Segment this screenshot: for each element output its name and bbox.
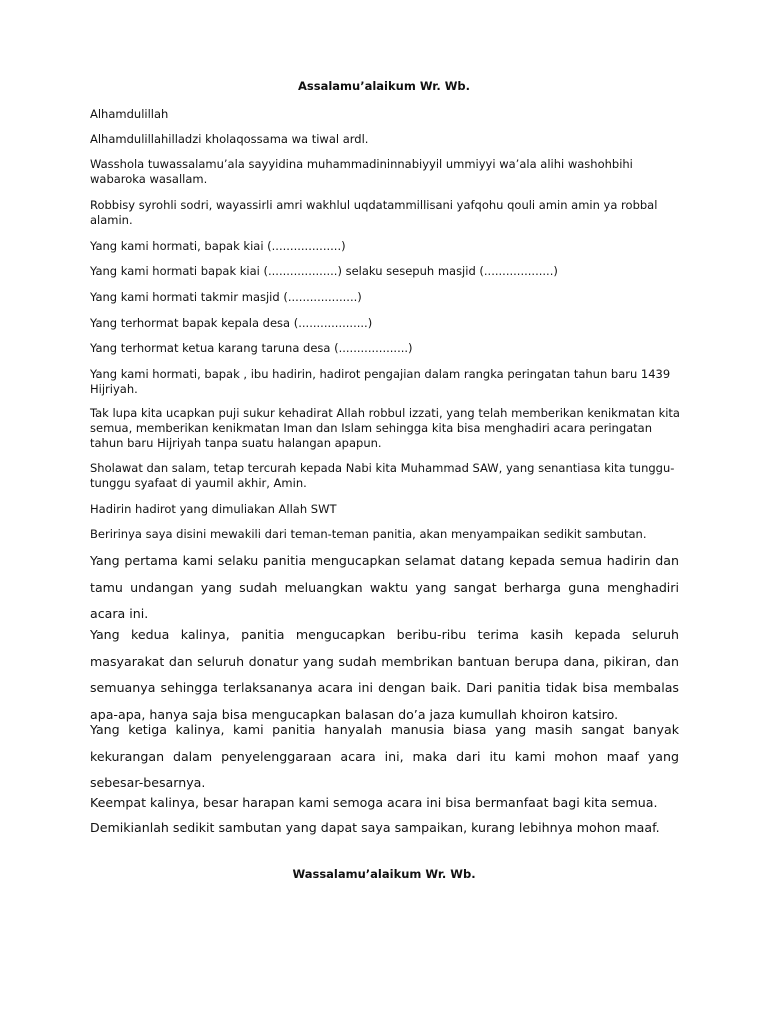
paragraph-mewakili-panitia: Beririnya saya disini mewakili dari teman-teman panitia, akan menyampaikan sedikit sambutan. xyxy=(90,527,647,541)
closing-greeting: Wassalamu’alaikum Wr. Wb. xyxy=(292,867,476,881)
paragraph-greeting-kiai: Yang kami hormati, bapak kiai (...................) xyxy=(90,239,346,253)
paragraph-hamdalah: Alhamdulillahilladzi kholaqossama wa tiwal ardl. xyxy=(90,132,369,146)
paragraph-doa: Robbisy syrohli sodri, wayassirli amri wakhlul uqdatammillisani yafqohu qouli amin amin ya robbal alamin. xyxy=(90,198,658,227)
paragraph-kedua: Yang kedua kalinya, panitia mengucapkan beribu-ribu terima kasih kepada seluruh masyarakat dan seluruh donatur yang sudah membrikan bantuan berupa dana, pikiran, dan semuanya sehingga terlaksananya acara ini dengan baik. Dari panitia tidak bisa membalas apa-apa, hanya saja bisa mengucapkan balasan do’a jaza kumullah khoiron katsiro. xyxy=(90,627,679,722)
paragraph-syukur: Tak lupa kita ucapkan puji sukur kehadirat Allah robbul izzati, yang telah memberikan kenikmatan kita semua, memberikan kenikmatan Iman dan Islam sehingga kita bisa menghadiri acara peringatan tahun baru Hijriyah tanpa suatu halangan apapun. xyxy=(90,406,680,450)
paragraph-greeting-hadirin: Yang kami hormati, bapak , ibu hadirin, hadirot pengajian dalam rangka peringatan tahun baru 1439 Hijriyah. xyxy=(90,367,671,396)
paragraph-ketiga: Yang ketiga kalinya, kami panitia hanyalah manusia biasa yang masih sangat banyak kekurangan dalam penyelenggaraan acara ini, maka dari itu kami mohon maaf yang sebesar-besarnya. xyxy=(90,722,679,790)
paragraph-greeting-karang-taruna: Yang terhormat ketua karang taruna desa (...................) xyxy=(90,341,413,355)
paragraph-greeting-kepala-desa: Yang terhormat bapak kepala desa (...................) xyxy=(90,316,373,330)
paragraph-pertama: Yang pertama kami selaku panitia mengucapkan selamat datang kepada semua hadirin dan tamu undangan yang sudah meluangkan waktu yang sangat berharga guna menghadiri acara ini. xyxy=(90,553,679,621)
paragraph-hadirin-hadirot: Hadirin hadirot yang dimuliakan Allah SWT xyxy=(90,502,337,516)
paragraph-alhamdulillah: Alhamdulillah xyxy=(90,107,169,121)
paragraph-sholawat-salam: Sholawat dan salam, tetap tercurah kepada Nabi kita Muhammad SAW, yang senantiasa kita tunggu-tunggu syafaat di yaumil akhir, Amin. xyxy=(90,461,675,490)
paragraph-keempat: Keempat kalinya, besar harapan kami semoga acara ini bisa bermanfaat bagi kita semua. xyxy=(90,795,658,810)
paragraph-penutup: Demikianlah sedikit sambutan yang dapat saya sampaikan, kurang lebihnya mohon maaf. xyxy=(90,820,660,835)
opening-greeting: Assalamu’alaikum Wr. Wb. xyxy=(298,79,470,93)
paragraph-greeting-sesepuh: Yang kami hormati bapak kiai (...................) selaku sesepuh masjid (...................) xyxy=(90,264,558,278)
paragraph-sholawat-opening: Wasshola tuwassalamu’ala sayyidina muhammadininnabiyyil ummiyyi wa’ala alihi washohbihi wabaroka wasallam. xyxy=(90,157,633,186)
paragraph-greeting-takmir: Yang kami hormati takmir masjid (...................) xyxy=(90,290,362,304)
